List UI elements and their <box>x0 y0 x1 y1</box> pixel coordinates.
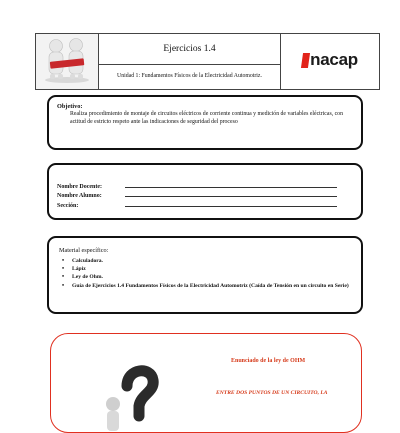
list-item: • Guía de Ejercicios 1.4 Fundamentos Físicos de la Electricidad Automotriz (Caída de Tensión en un circuito en Serie) <box>62 282 349 289</box>
field-seccion <box>57 199 353 209</box>
figures-illustration <box>36 34 99 90</box>
brand-logo <box>302 50 358 70</box>
field-label: Nombre Docente: <box>57 183 103 190</box>
alumno-input-line[interactable] <box>125 196 337 197</box>
material-box <box>47 236 363 314</box>
objetivo-label: Objetivo: <box>57 103 83 110</box>
objetivo-text: Realiza procedimiento de montaje de circuitos eléctricos de corriente continua y medición de variables eléctricas, con actitud de estricto respeto ante las indicaciones de seguridad del proceso <box>70 111 343 125</box>
field-docente <box>57 180 353 190</box>
document-subtitle: Unidad 1: Fundamentos Físicos de la Electricidad Automotriz. <box>99 64 281 89</box>
bullet-icon: • <box>62 266 65 273</box>
inacap-logo <box>281 34 380 90</box>
enunciado-subtitle: ENTRE DOS PUNTOS DE UN CIRCUITO, LA <box>216 390 328 396</box>
people-reading-icon <box>36 34 98 84</box>
header-table <box>35 33 380 90</box>
objetivo-box <box>47 95 363 150</box>
list-item: • Calculadora. <box>62 258 103 264</box>
question-mark-figure-icon <box>69 346 179 433</box>
material-list <box>59 257 353 290</box>
field-label: Sección: <box>57 202 79 209</box>
student-data-box <box>47 163 363 220</box>
bullet-icon: • <box>62 282 65 289</box>
list-item: • Lápiz <box>62 266 86 273</box>
enunciado-title: Enunciado de la ley de OHM <box>231 358 306 364</box>
field-alumno <box>57 190 353 200</box>
docente-input-line[interactable] <box>125 187 337 188</box>
brand-mark-icon <box>301 53 310 68</box>
document-title: Ejercicios 1.4 <box>99 34 281 65</box>
brand-name: nacap <box>310 50 358 70</box>
field-label: Nombre Alumno: <box>57 193 102 199</box>
bullet-icon: • <box>62 274 65 281</box>
list-item: • Ley de Ohm. <box>62 274 103 281</box>
bullet-icon: • <box>62 258 65 264</box>
material-label: Material específico: <box>59 247 109 254</box>
seccion-input-line[interactable] <box>125 206 337 207</box>
enunciado-box <box>50 333 362 433</box>
